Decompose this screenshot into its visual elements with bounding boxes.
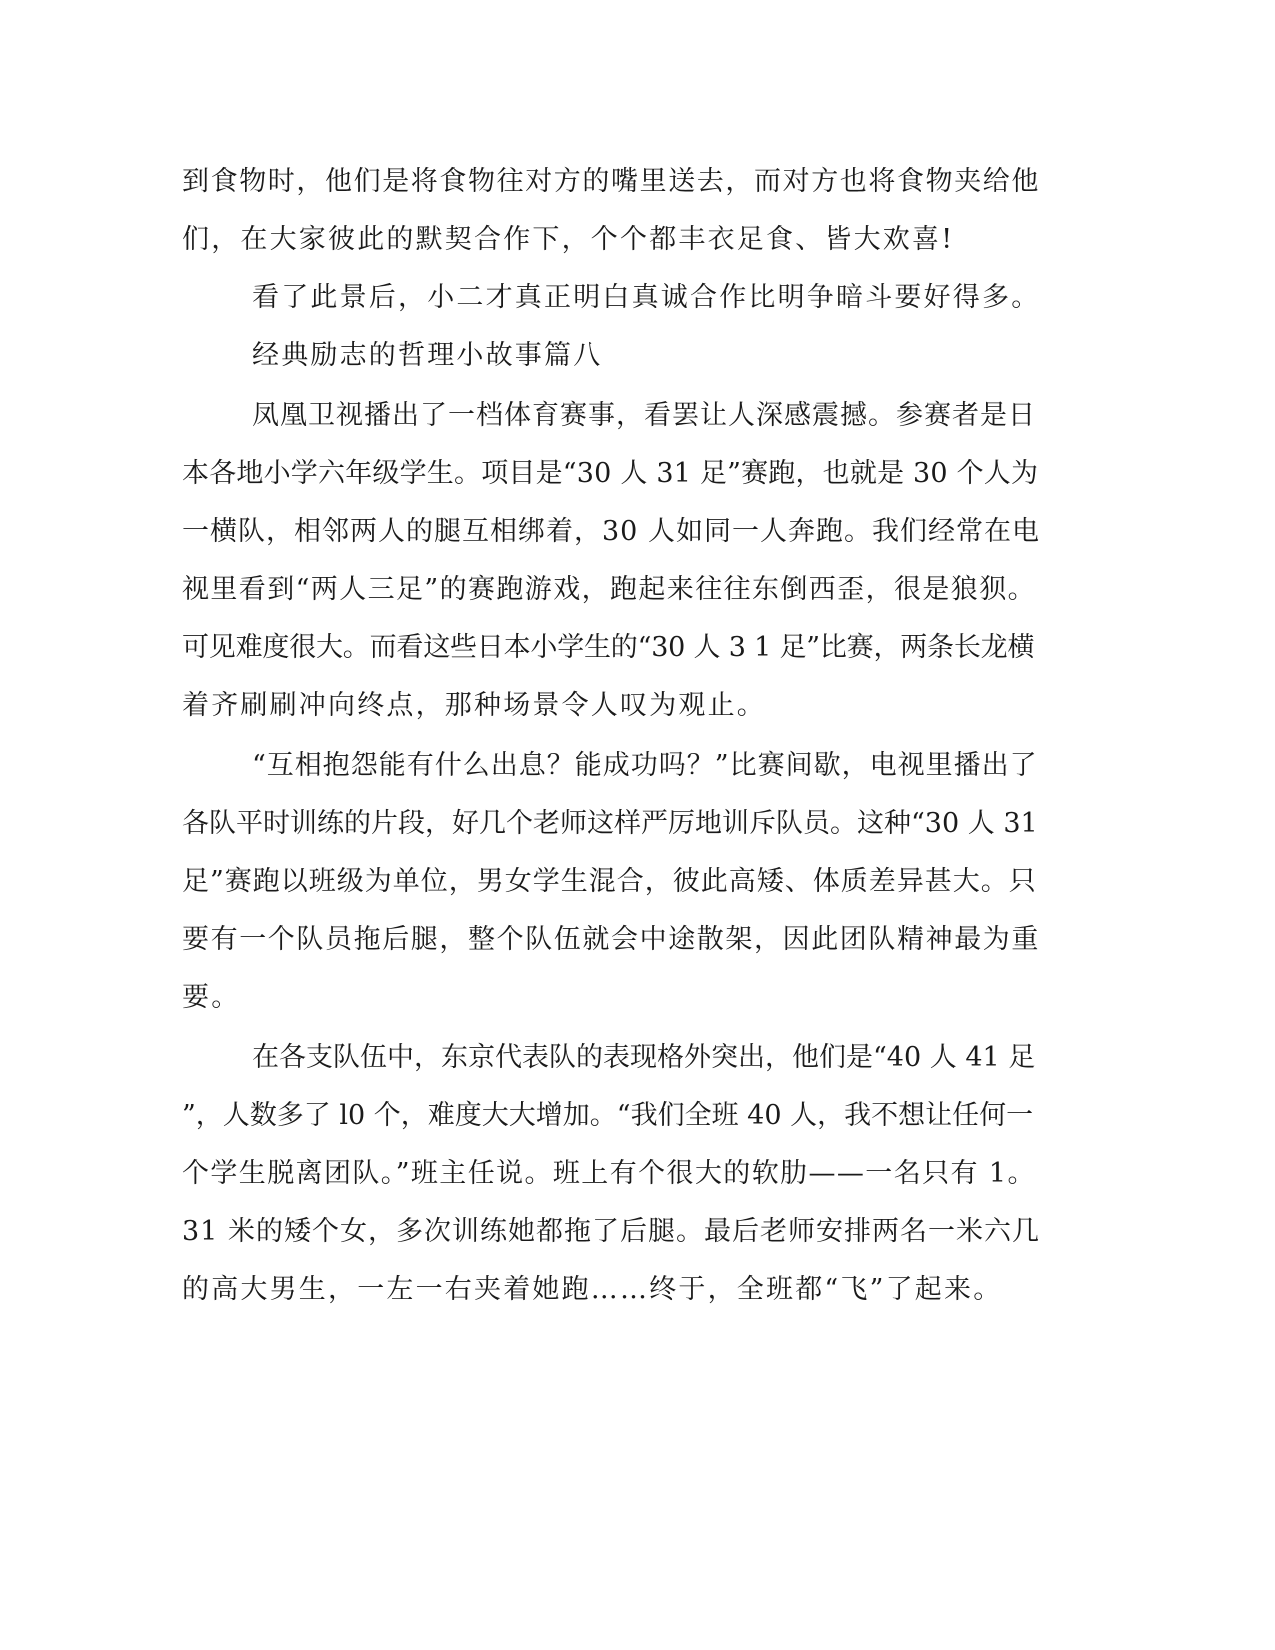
text-line: 本各地小学六年级学生。项目是“30 人 31 足”赛跑，也就是 30 个人为 — [182, 458, 1039, 489]
text-line: 要。 — [182, 982, 241, 1013]
text-line: 到食物时，他们是将食物往对方的嘴里送去，而对方也将食物夹给他 — [182, 166, 1040, 197]
text-line: 个学生脱离团队。”班主任说。班上有个很大的软肋——一名只有 1。 — [182, 1158, 1036, 1189]
text-line: 足”赛跑以班级为单位，男女学生混合，彼此高矮、体质差异甚大。只 — [182, 866, 1037, 897]
section-heading: 经典励志的哲理小故事篇八 — [252, 340, 603, 371]
text-line: ”，人数多了 l0 个，难度大大增加。“我们全班 40 人，我不想让任何一 — [182, 1100, 1034, 1131]
text-line: 的高大男生，一左一右夹着她跑……终于，全班都“飞”了起来。 — [182, 1274, 1003, 1305]
text-line: “互相抱怨能有什么出息？能成功吗？”比赛间歇，电视里播出了 — [252, 750, 1038, 781]
text-line: 在各支队伍中，东京代表队的表现格外突出，他们是“40 人 41 足 — [252, 1042, 1036, 1073]
text-line: 要有一个队员拖后腿，整个队伍就会中途散架，因此团队精神最为重 — [182, 924, 1040, 955]
text-line: 可见难度很大。而看这些日本小学生的“30 人 3 1 足”比赛，两条长龙横 — [182, 632, 1035, 663]
text-line: 们，在大家彼此的默契合作下，个个都丰衣足食、皆大欢喜! — [182, 224, 955, 255]
text-line: 各队平时训练的片段，好几个老师这样严厉地训斥队员。这种“30 人 31 — [182, 808, 1038, 839]
text-line: 视里看到“两人三足”的赛跑游戏，跑起来往往东倒西歪，很是狼狈。 — [182, 574, 1037, 605]
text-line: 着齐刷刷冲向终点，那种场景令人叹为观止。 — [182, 690, 766, 721]
text-line: 看了此景后，小二才真正明白真诚合作比明争暗斗要好得多。 — [252, 282, 1041, 313]
text-line: 凤凰卫视播出了一档体育赛事，看罢让人深感震撼。参赛者是日 — [252, 400, 1036, 431]
text-line: 一横队，相邻两人的腿互相绑着，30 人如同一人奔跑。我们经常在电 — [182, 516, 1040, 547]
text-line: 31 米的矮个女，多次训练她都拖了后腿。最后老师安排两名一米六几 — [182, 1216, 1040, 1247]
